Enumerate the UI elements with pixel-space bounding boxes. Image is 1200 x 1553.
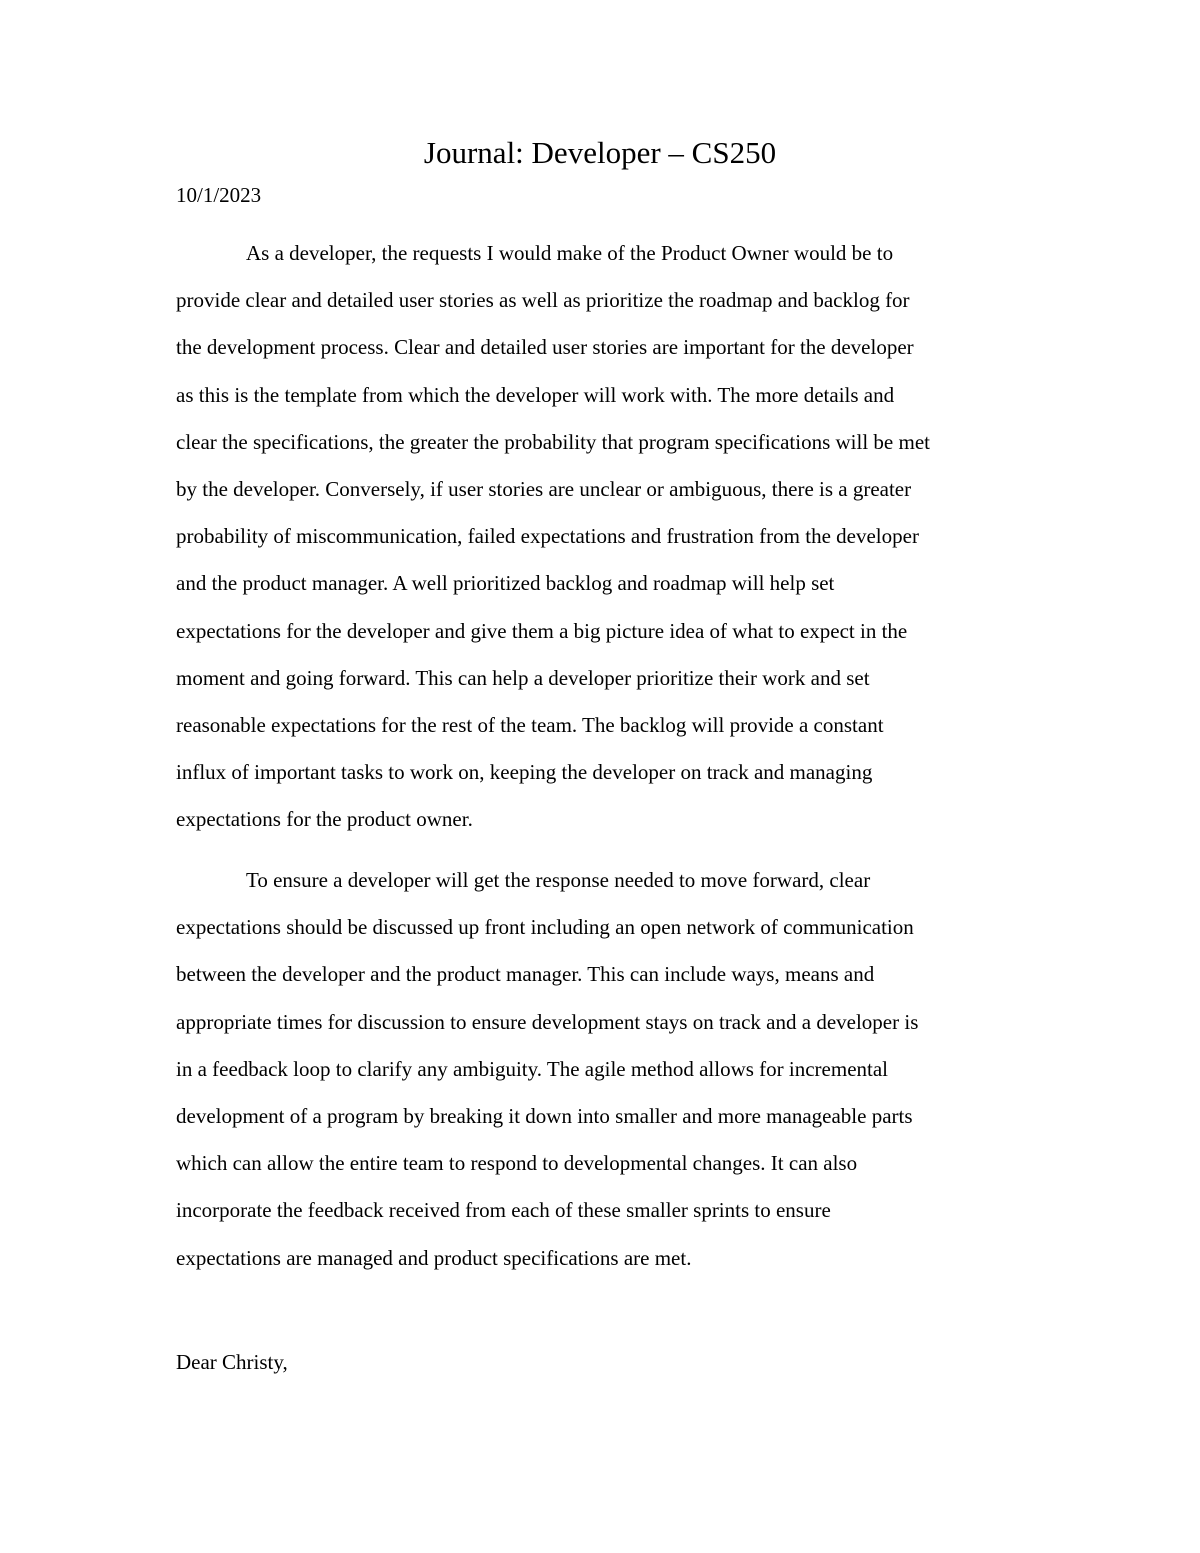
paragraph-2 <box>176 865 1036 1290</box>
paragraph-line: influx of important tasks to work on, keeping the developer on track and managing <box>176 760 873 785</box>
paragraph-1 <box>176 238 1036 851</box>
paragraph-line: in a feedback loop to clarify any ambiguity. The agile method allows for incremental <box>176 1056 889 1081</box>
paragraph-line: appropriate times for discussion to ensure development stays on track and a developer is <box>176 1009 919 1034</box>
paragraph-line: as this is the template from which the developer will work with. The more details and <box>176 382 895 407</box>
paragraph-line: expectations should be discussed up front including an open network of communication <box>176 915 914 940</box>
document-date: 10/1/2023 <box>176 183 262 207</box>
paragraph-line: To ensure a developer will get the response needed to move forward, clear <box>246 868 871 892</box>
paragraph-line: expectations for the product owner. <box>176 807 473 832</box>
paragraph-line: expectations for the developer and give them a big picture idea of what to expect in the <box>176 618 908 643</box>
paragraph-line: reasonable expectations for the rest of the team. The backlog will provide a constant <box>176 712 884 737</box>
paragraph-line: and the product manager. A well prioritized backlog and roadmap will help set <box>176 571 835 596</box>
document-title: Journal: Developer – CS250 <box>423 135 777 170</box>
paragraph-line: the development process. Clear and detailed user stories are important for the developer <box>176 335 914 360</box>
paragraph-line: provide clear and detailed user stories as well as prioritize the roadmap and backlog for <box>176 288 910 313</box>
paragraph-line: probability of miscommunication, failed expectations and frustration from the developer <box>176 524 919 549</box>
paragraph-line: clear the specifications, the greater the probability that program specifications will be met <box>176 429 930 454</box>
paragraph-line: incorporate the feedback received from each of these smaller sprints to ensure <box>176 1198 831 1223</box>
paragraph-line: As a developer, the requests I would make of the Product Owner would be to <box>246 241 894 265</box>
paragraph-line: expectations are managed and product specifications are met. <box>176 1245 692 1270</box>
paragraph-line: development of a program by breaking it down into smaller and more manageable parts <box>176 1103 913 1128</box>
salutation: Dear Christy, <box>176 1350 288 1374</box>
paragraph-line: by the developer. Conversely, if user stories are unclear or ambiguous, there is a greater <box>176 476 912 501</box>
paragraph-line: which can allow the entire team to respond to developmental changes. It can also <box>176 1151 858 1176</box>
paragraph-line: between the developer and the product manager. This can include ways, means and <box>176 962 875 987</box>
paragraph-line: moment and going forward. This can help a developer prioritize their work and set <box>176 665 870 690</box>
